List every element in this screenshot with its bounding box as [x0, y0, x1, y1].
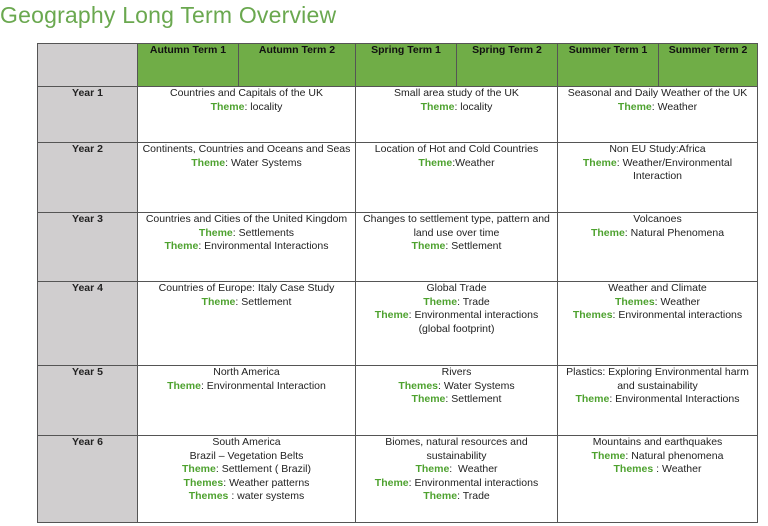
theme-separator: : [200, 379, 207, 392]
spring-topic-cell [356, 282, 558, 366]
topic-line [142, 450, 351, 464]
theme-separator: : [438, 379, 444, 392]
theme-value: Natural phenomena [631, 449, 724, 462]
theme-line [142, 227, 351, 241]
autumn-topic-cell [138, 143, 356, 213]
theme-line [562, 393, 753, 407]
topic-line [142, 87, 351, 101]
theme-label: Theme [374, 476, 409, 489]
theme-label: Theme [167, 379, 201, 392]
theme-value: Trade [462, 295, 490, 308]
theme-label: Theme [415, 463, 450, 476]
topic-text: Mountains and earthquakes [592, 436, 723, 448]
theme-label: Theme [591, 449, 626, 462]
theme-label: Theme [191, 156, 226, 169]
theme-value: Settlement ( Brazil) [221, 463, 311, 476]
summer-topic-cell [558, 87, 758, 143]
theme-line [142, 490, 351, 504]
theme-value: Environmental interactions [618, 309, 743, 322]
year-label: Year 3 [38, 213, 138, 282]
theme-label: Theme [164, 240, 199, 253]
theme-separator: : [616, 156, 623, 169]
topic-text: Countries and Cities of the United Kingdom [145, 213, 348, 225]
term-header: Spring Term 1 [356, 44, 457, 87]
theme-label: Theme [590, 226, 625, 239]
topic-line [360, 436, 553, 463]
autumn-topic-cell [138, 366, 356, 436]
theme-label: Theme [411, 393, 446, 406]
topic-line [360, 282, 553, 296]
theme-line [142, 296, 351, 310]
topic-text: Brazil – Vegetation Belts [189, 449, 304, 462]
theme-value: Settlements [238, 226, 295, 239]
theme-line [360, 463, 553, 477]
term-header: Spring Term 2 [457, 44, 558, 87]
theme-line [142, 157, 351, 171]
theme-line [142, 101, 351, 115]
topic-text: Volcanoes [633, 213, 682, 225]
theme-separator: : [454, 100, 461, 113]
topic-text: Small area study of the UK [394, 87, 519, 99]
theme-line [142, 463, 351, 477]
year-label: Year 1 [38, 87, 138, 143]
summer-topic-cell [558, 282, 758, 366]
theme-separator: : [656, 463, 662, 476]
topic-text: Seasonal and Daily Weather of the UK [567, 87, 748, 99]
theme-line [360, 490, 553, 504]
autumn-topic-cell [138, 282, 356, 366]
theme-label: Theme [198, 226, 233, 239]
theme-value: Natural Phenomena [630, 226, 725, 239]
topic-text: Weather and Climate [608, 282, 707, 294]
theme-line [360, 240, 553, 254]
theme-label: Theme [201, 295, 236, 308]
theme-label: Themes [572, 309, 613, 322]
theme-separator: : [223, 476, 230, 489]
theme-label: Theme [617, 100, 652, 113]
year-row [38, 143, 758, 213]
topic-line [142, 366, 351, 380]
year-row [38, 366, 758, 436]
theme-separator: : [244, 100, 251, 113]
summer-topic-cell [558, 213, 758, 282]
theme-line [562, 157, 753, 184]
theme-line [360, 157, 553, 171]
theme-label: Theme [423, 490, 458, 503]
theme-label: Themes [398, 379, 439, 392]
topic-text: Non EU Study:Africa [609, 143, 706, 155]
spring-topic-cell [356, 87, 558, 143]
summer-topic-cell [558, 143, 758, 213]
autumn-topic-cell [138, 87, 356, 143]
topic-line [562, 282, 753, 296]
topic-line [360, 213, 553, 240]
topic-text: Continents, Countries and Oceans and Seas [142, 143, 351, 155]
term-header: Summer Term 1 [558, 44, 659, 87]
topic-line [360, 143, 553, 157]
term-header: Summer Term 2 [659, 44, 758, 87]
theme-value: Settlement [241, 295, 292, 308]
theme-separator: : [445, 393, 452, 406]
topic-line [562, 436, 753, 450]
corner-cell [38, 44, 138, 87]
year-row [38, 436, 758, 523]
topic-line [360, 366, 553, 380]
theme-line [142, 380, 351, 394]
theme-label: Theme [418, 156, 453, 169]
theme-separator: : [198, 240, 205, 253]
theme-line [360, 393, 553, 407]
theme-value: Settlement [451, 240, 502, 253]
theme-separator: : [651, 100, 658, 113]
topic-text: Rivers [441, 366, 472, 378]
theme-label: Themes [183, 476, 224, 489]
theme-separator: : [445, 240, 452, 253]
topic-text: Location of Hot and Cold Countries [374, 143, 539, 155]
theme-value: Water Systems [443, 379, 515, 392]
theme-value: locality [460, 100, 493, 113]
theme-value: Weather [660, 295, 701, 308]
theme-value: Environmental Interactions [615, 393, 740, 406]
topic-line [142, 143, 351, 157]
theme-separator: : [231, 490, 238, 503]
theme-label: Theme [420, 100, 455, 113]
theme-line [360, 296, 553, 310]
year-row [38, 282, 758, 366]
theme-separator: : [408, 476, 415, 489]
topic-text: Changes to settlement type, pattern and land use over time [363, 213, 550, 239]
topic-line [142, 436, 351, 450]
theme-value: Environmental interactions [414, 476, 539, 489]
year-label: Year 2 [38, 143, 138, 213]
theme-line [562, 450, 753, 464]
theme-separator: : [232, 226, 239, 239]
autumn-topic-cell [138, 213, 356, 282]
year-label: Year 6 [38, 436, 138, 523]
autumn-topic-cell [138, 436, 356, 523]
theme-label: Themes [613, 463, 657, 476]
year-label: Year 5 [38, 366, 138, 436]
topic-text: North America [213, 366, 280, 378]
year-label: Year 4 [38, 282, 138, 366]
theme-label: Themes [188, 490, 232, 503]
theme-line [142, 477, 351, 491]
topic-line [562, 213, 753, 227]
spring-topic-cell [356, 366, 558, 436]
theme-line [562, 309, 753, 323]
theme-value: Settlement [451, 393, 502, 406]
spring-topic-cell [356, 213, 558, 282]
topic-line [562, 366, 753, 393]
theme-label: Theme [374, 309, 409, 322]
theme-separator: : [215, 463, 222, 476]
theme-separator: : [457, 295, 463, 308]
spring-topic-cell [356, 436, 558, 523]
theme-separator: : [457, 490, 463, 503]
theme-value: Weather [661, 463, 702, 476]
theme-line [562, 101, 753, 115]
topic-text: Biomes, natural resources and sustainability [385, 436, 528, 462]
theme-line [360, 101, 553, 115]
theme-label: Theme [423, 295, 458, 308]
theme-line [360, 380, 553, 394]
theme-label: Theme [210, 100, 245, 113]
term-header: Autumn Term 1 [138, 44, 239, 87]
topic-line [360, 323, 553, 337]
topic-line [562, 143, 753, 157]
theme-separator: : [452, 156, 456, 169]
topic-text: Countries and Capitals of the UK [170, 87, 323, 99]
topic-text: Countries of Europe: Italy Case Study [158, 282, 335, 294]
theme-value: water systems [237, 490, 305, 503]
theme-line [360, 309, 553, 323]
term-header-row [38, 44, 758, 87]
theme-value: Environmental Interactions [204, 240, 329, 253]
theme-separator: : [609, 393, 616, 406]
theme-value: Weather [458, 463, 498, 476]
theme-value: locality [250, 100, 283, 113]
topic-line [142, 282, 351, 296]
theme-separator: : [624, 226, 631, 239]
theme-value: Weather/Environmental Interaction [622, 156, 733, 183]
overview-table [37, 43, 758, 523]
topic-line [360, 87, 553, 101]
summer-topic-cell [558, 366, 758, 436]
theme-value: Environmental interactions [414, 309, 539, 322]
theme-line [562, 227, 753, 241]
theme-value: Weather patterns [229, 476, 310, 489]
page-title: Geography Long Term Overview [0, 2, 337, 28]
year-row [38, 87, 758, 143]
topic-text: Plastics: Exploring Environmental harm and sustainability [566, 366, 749, 392]
theme-separator: : [449, 463, 459, 476]
topic-line [562, 87, 753, 101]
theme-label: Theme [182, 463, 216, 476]
theme-line [562, 296, 753, 310]
theme-value: Trade [462, 490, 490, 503]
theme-line [562, 463, 753, 477]
theme-label: Theme [575, 393, 610, 406]
theme-separator: : [612, 309, 619, 322]
theme-value: Weather [657, 100, 698, 113]
topic-text: (global footprint) [418, 322, 495, 335]
summer-topic-cell [558, 436, 758, 523]
topic-line [142, 213, 351, 227]
theme-separator: : [625, 449, 632, 462]
year-row [38, 213, 758, 282]
topic-text: Global Trade [426, 282, 487, 294]
theme-label: Themes [614, 295, 655, 308]
theme-value: Water Systems [230, 156, 302, 169]
theme-value: Environmental Interaction [206, 379, 326, 392]
theme-separator: : [654, 295, 661, 308]
theme-separator: : [225, 156, 231, 169]
theme-separator: : [235, 295, 242, 308]
theme-value: Weather [455, 156, 495, 169]
theme-line [360, 477, 553, 491]
spring-topic-cell [356, 143, 558, 213]
theme-separator: : [408, 309, 415, 322]
theme-label: Theme [582, 156, 617, 169]
theme-line [142, 240, 351, 254]
term-header: Autumn Term 2 [239, 44, 356, 87]
theme-label: Theme [411, 240, 446, 253]
topic-text: South America [212, 436, 281, 448]
